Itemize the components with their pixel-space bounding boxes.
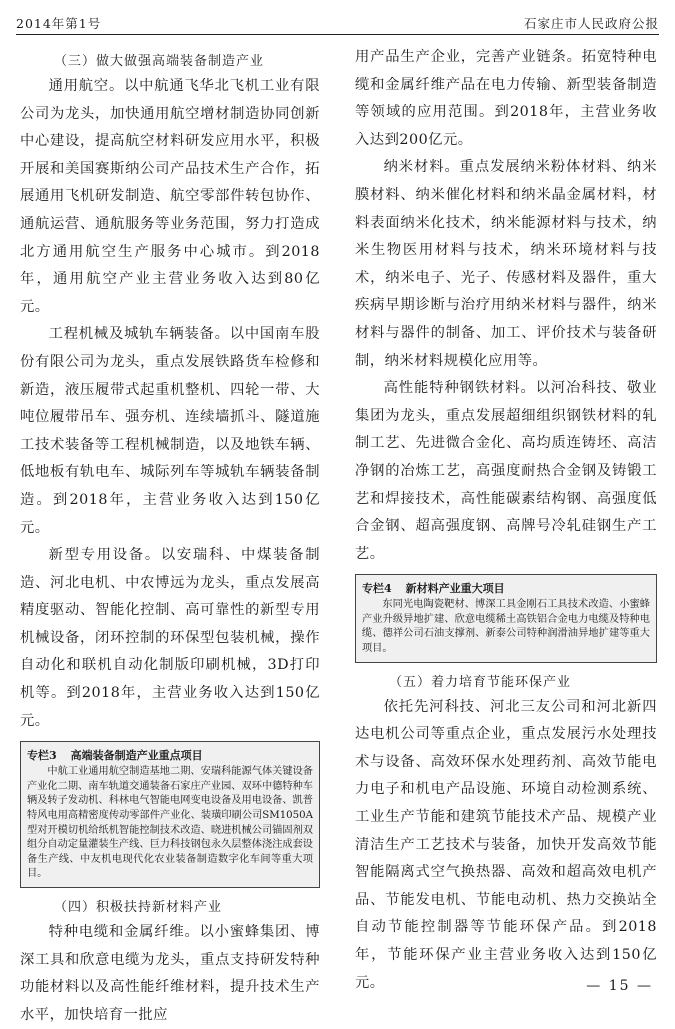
paragraph-special-equipment: 新型专用设备。以安瑞科、中煤装备制造、河北电机、中农博远为龙头，重点发展高精度驱动、智能化控制、高可靠性的新型专用机械设备，闭环控制的环保型包装机械，操作自动化和联机自动化制版印刷机械，3D打印机等。到2018年，主营业务收入达到150亿元。	[20, 547, 320, 729]
paragraph-cable: 特种电缆和金属纤维。以小蜜蜂集团、博深工具和欣意电缆为龙头，重点支持研发特种功能材料以及高性能纤维材料，提升技术生产水平，加快培育一批应	[20, 924, 320, 1023]
paragraph-machinery: 工程机械及城轨车辆装备。以中国南车股份有限公司为龙头，重点发展铁路货车检修和新造，液压履带式起重机整机、四轮一带、大吨位履带吊车、强夯机、连续墙抓斗、隧道施工技术装备等工程机械制造，以及地铁车辆、低地板有轨电车、城际列车等城轨车辆装备制造。到2018年，主营业务收入达到150亿元。	[20, 326, 320, 536]
paragraph-environment: 依托先河科技、河北三友公司和河北新四达电机公司等重点企业，重点发展污水处理技术与设备、高效环保水处理药剂、高效节能电力电子和机电产品设施、环境自动检测系统、工业生产节能和建筑节能技术产品、规模产业清洁生产工艺技术与装备，加快开发高效节能智能隔离式空气换热器、高效和超高效电机产品、节能发电机、节能电动机、热力交换站全自动节能控制器等节能环保产品。到2018年，节能环保产业主营业务收入达到150亿元。	[355, 698, 657, 991]
box-label: 专栏4	[362, 582, 392, 596]
box-heading: 高端装备制造产业重点项目	[70, 749, 203, 763]
right-column	[355, 44, 657, 997]
box-title	[362, 580, 650, 596]
paragraph-nano: 纳米材料。重点发展纳米粉体材料、纳米膜材料、纳米催化材料和纳米晶金属材料，材料表面纳米化技术，纳米能源材料与技术，纳米生物医用材料与技术，纳米环境材料与技术，纳米电子、光子、传感材料及器件，重大疾病早期诊断与治疗用纳米材料与器件，纳米材料与器件的制备、加工、评价技术与装备研制，纳米材料规模化应用等。	[355, 159, 657, 369]
section-heading: （五）着力培育节能环保产业	[389, 674, 572, 690]
paragraph-steel: 高性能特种钢铁材料。以河冶科技、敬业集团为龙头，重点发展超细组织钢铁材料的轧制工艺、先进微合金化、高均质连铸坯、高洁净钢的冶炼工艺，高强度耐热合金钢及铸锻工艺和焊接技术，高性能碳素结构钢、高强度低合金钢、超高强度钢、高牌号冷轧硅钢生产工艺。	[355, 380, 657, 562]
box-label: 专栏3	[27, 749, 57, 763]
section-heading: （三）做大做强高端装备制造产业	[54, 54, 265, 69]
box-heading: 新材料产业重大项目	[405, 582, 505, 596]
paragraph-cable-continued: 用产品生产企业，完善产业链条。拓宽特种电缆和金属纤维产品在电力传输、新型装备制造等领域的应用范围。到2018年，主营业务收入达到200亿元。	[355, 49, 657, 148]
section-heading: （四）积极扶持新材料产业	[54, 900, 223, 915]
paragraph-aviation: 通用航空。以中航通飞华北飞机工业有限公司为龙头，加快通用航空增材制造协同创新中心建设，提高航空材料研发应用水平，积极开展和美国赛斯纳公司产品技术生产合作，拓展通用飞机研发制造、航空零部件转包协作、通航运营、通航服务等业务范围，努力打造成北方通用航空生产服务中心城市。到2018年，通用航空产业主营业务收入达到80亿元。	[20, 78, 320, 315]
page-header	[16, 8, 659, 32]
left-column	[20, 44, 320, 1029]
issue-label: 2014年第1号	[16, 16, 102, 31]
publication-title: 石家庄市人民政府公报	[523, 16, 659, 31]
sidebar-box-3	[20, 741, 320, 888]
box-title	[27, 747, 313, 763]
box-body: 中航工业通用航空制造基地二期、安瑞科能源气体关键设备产业化二期、南车轨道交通装备石家庄产业园、双环中德特种车辆及转子发动机、科林电气智能电网变电设备及用电设备、凯普特风电用高精密度传动零部件产业化、装璜印刷公司SM1050A型对开模切机给纸机智能控制技术改造、晓进机械公司锚固剂双组分自动定量灌装生产线、巨力科技钢包永久层整体浇注成套设备生产线、中友机电现代化农业装备制造数字化车间等重大项目。	[27, 766, 313, 880]
header-rule	[16, 34, 659, 35]
sidebar-box-4	[355, 574, 657, 662]
page-number: — 15 —	[586, 978, 653, 994]
box-body: 东同光电陶瓷靶材、博深工具金刚石工具技术改造、小蜜蜂产业升级异地扩建、欣意电缆稀土高铁铝合金电力电缆及特种电缆、德祥公司石油支撑剂、新泰公司特种润滑油异地扩建等重大项目。	[362, 599, 650, 655]
